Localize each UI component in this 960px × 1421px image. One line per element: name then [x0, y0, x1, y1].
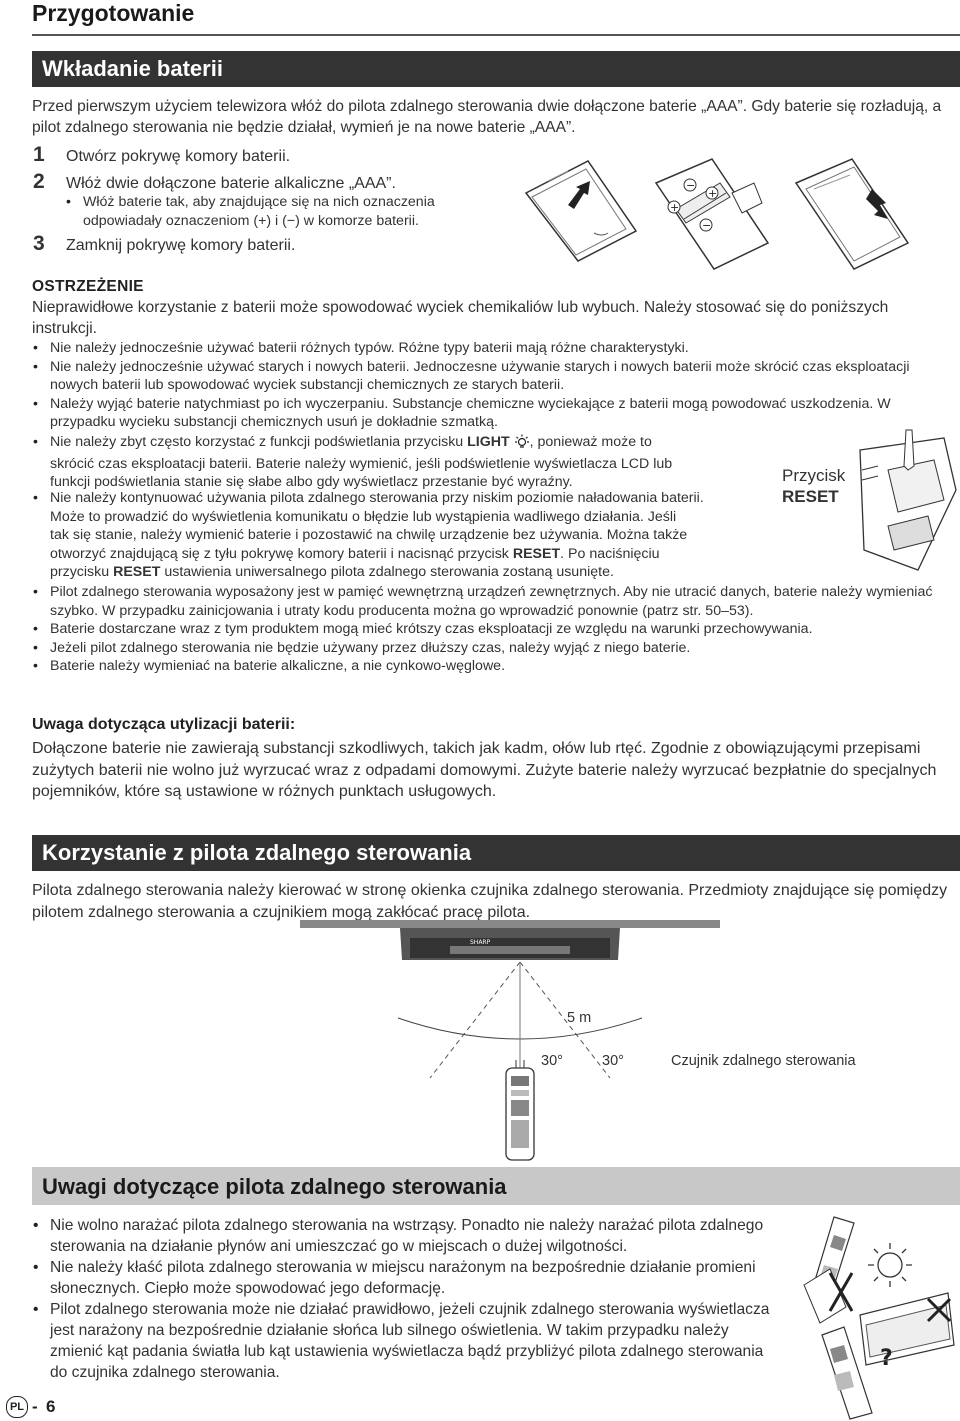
- reset-item-line-1: Nie należy kontynuować używania pilota zdalnego sterowania przy niskim poziomie naładowania baterii.: [50, 490, 704, 506]
- light-item-text-a: Nie należy zbyt często korzystać z funkcji podświetlania przycisku: [50, 434, 468, 450]
- language-badge: PL: [6, 1396, 28, 1418]
- section-title-remote-notes: Uwagi dotyczące pilota zdalnego sterowania: [32, 1167, 960, 1205]
- svg-text:+: +: [708, 187, 718, 200]
- light-item-line-2: skrócić czas eksploatacji baterii. Baterie należy wymienić, jeśli podświetlenie wyświetlacza LCD lub: [50, 455, 673, 472]
- svg-text:?: ?: [880, 1346, 893, 1371]
- warning-item: • Pilot zdalnego sterowania wyposażony jest w pamięć wewnętrzną urządzeń zewnętrznych. Aby nie utracić danych, baterie należy wymieniać szybko. W przypadku zainicjowania i utraty kodu producenta można go wprowadzić ponownie (patrz str. 50–53).: [33, 583, 933, 620]
- reset-button-label-2: RESET: [113, 564, 161, 580]
- section-title-remote-usage: Korzystanie z pilota zdalnego sterowania: [32, 835, 960, 871]
- remote-range-diagram: [300, 920, 720, 1165]
- step-3-number: 3: [33, 232, 45, 255]
- title-rule: [32, 34, 960, 36]
- warning-item: • Należy wyjąć baterie natychmiast po ich wyczerpaniu. Substancje chemiczne wyciekające z baterii mogą powodować uszkodzenia. W przypadku wycieku substancji chemicznych usuń je dokładnie szmatką.: [33, 395, 951, 432]
- reset-item-line-4a: otworzyć znajdującą się z tyłu pokrywę komory baterii i nacisnąć przycisk: [50, 545, 513, 562]
- step-2-note-item: • Włóż baterie tak, aby znajdujące się na nich oznaczenia odpowiadały oznaczeniom (+) i (−) w komorze baterii.: [66, 193, 506, 230]
- sensor-label: Czujnik zdalnego sterowania: [671, 1053, 856, 1069]
- light-icon: [514, 433, 530, 455]
- remote-notes-illustration: [800, 1215, 958, 1420]
- light-item-line-3: funkcji podświetlania stanie się słabe albo gdy wyświetlacz przestanie być wyraźny.: [50, 474, 573, 490]
- step-1-text: Otwórz pokrywę komory baterii.: [66, 148, 291, 165]
- warning-list-1: [33, 339, 951, 432]
- svg-text:−: −: [702, 219, 712, 232]
- warning-item: • Baterie dostarczane wraz z tym produktem mogą mieć krótszy czas eksploatacji ze względu na warunki przechowywania.: [33, 620, 933, 639]
- reset-label-line-2: RESET: [782, 487, 839, 506]
- light-item-text-b: , ponieważ może to: [529, 434, 652, 450]
- disposal-text: Dołączone baterie nie zawierają substancji szkodliwych, takich jak kadm, ołów lub rtęć. Zgodnie z obowiązującymi przepisami zużytych baterii nie wolno już wyrzucać wraz z odpadami domowymi. Zużyte baterie należy wyrzucać bezpłatnie do specjalnych pojemników, które są ustawione w różnych punktach usługowych.: [32, 740, 937, 800]
- light-item: [33, 433, 773, 492]
- remote-notes-list: [33, 1215, 778, 1383]
- remote-note-item: • Nie wolno narażać pilota zdalnego sterowania na wstrząsy. Ponadto nie należy narażać pilota zdalnego sterowania na działanie płynów ani umieszczać go w miejscach o dużej wilgotności.: [33, 1215, 778, 1257]
- reset-item-line-5b: ustawienia uniwersalnego pilota zdalnego sterowania zostaną usunięte.: [160, 564, 614, 580]
- close-cover-illustration: [790, 153, 912, 271]
- reset-label-line-1: Przycisk: [782, 466, 846, 485]
- remote-note-item: • Pilot zdalnego sterowania może nie działać prawidłowo, jeżeli czujnik zdalnego sterowania wyświetlacza jest narażony na bezpośrednie działanie słońca lub silnego oświetlenia. W takim przypadku należy zmienić kąt padania światła lub kąt ustawienia wyświetlacza bądź przybliżyć pilota zdalnego sterowania do czujnika zdalnego sterowania.: [33, 1299, 778, 1383]
- warning-item: • Nie należy jednocześnie używać starych i nowych baterii. Jednoczesne używanie starych i nowych baterii może skrócić czas eksploatacji nowych baterii lub spowodować wyciek substancji chemicznych ze starych baterii.: [33, 358, 951, 395]
- page-title: Przygotowanie: [32, 0, 195, 26]
- step-2-number: 2: [33, 170, 45, 193]
- svg-text:+: +: [670, 201, 680, 214]
- tv-brand-label: SHARP: [470, 939, 491, 946]
- warning-reset-item: [33, 489, 773, 582]
- distance-label: 5 m: [567, 1010, 592, 1026]
- svg-text:−: −: [686, 179, 696, 192]
- reset-item-line-2: Może to prowadzić do wyświetlenia komunikatu o błędzie lub wystąpienia wadliwego działania. Jeśli: [50, 508, 677, 525]
- warning-intro: Nieprawidłowe korzystanie z baterii może spowodować wyciek chemikaliów lub wybuch. Należy stosować się do poniższych instrukcji.: [32, 299, 889, 337]
- reset-item-line-3: tak się stanie, należy wymienić baterie i pozostawić na chwilę urządzenie bez używania. Można także: [50, 527, 688, 543]
- reset-figure-label: [782, 465, 845, 507]
- warning-item: • Baterie należy wymieniać na baterie alkaliczne, a nie cynkowo-węglowe.: [33, 657, 933, 676]
- warning-light-item: [33, 433, 773, 492]
- step-2-text: Włóż dwie dołączone baterie alkaliczne „AAA”.: [66, 175, 396, 192]
- remote-note-item: • Nie należy kłaść pilota zdalnego sterowania w miejscu narażonym na bezpośrednie działanie promieni słonecznych. Ciepło może spowodować jego deformację.: [33, 1257, 778, 1299]
- reset-item: [33, 489, 773, 582]
- step-3-text: Zamknij pokrywę komory baterii.: [66, 237, 296, 254]
- disposal-title: Uwaga dotycząca utylizacji baterii:: [32, 716, 296, 733]
- reset-item-line-4b: . Po naciśnięciu: [560, 545, 660, 562]
- reset-button-label-1: RESET: [512, 545, 561, 562]
- step-1-number: 1: [33, 143, 45, 166]
- section-title-battery: Wkładanie baterii: [32, 51, 960, 87]
- page-number: 6: [46, 1397, 56, 1416]
- battery-intro: Przed pierwszym użyciem telewizora włóż do pilota zdalnego sterowania dwie dołączone baterie „AAA”. Gdy baterie się rozładują, a pilot zdalnego sterowania nie będzie działał, wymień je na nowe baterie „AAA”.: [32, 98, 942, 136]
- angle-left-label: 30°: [541, 1053, 563, 1069]
- warning-list-2: [33, 583, 933, 676]
- angle-right-label: 30°: [602, 1053, 624, 1069]
- step-2-note: [66, 193, 506, 230]
- light-button-label: LIGHT: [467, 434, 510, 450]
- reset-item-line-5a: przycisku: [50, 564, 114, 580]
- insert-batteries-illustration: [650, 153, 772, 271]
- warning-item: • Jeżeli pilot zdalnego sterowania nie będzie używany przez dłuższy czas, należy wyjąć z niego baterie.: [33, 639, 933, 658]
- reset-button-illustration: [848, 430, 958, 580]
- warning-item: • Nie należy jednocześnie używać baterii różnych typów. Różne typy baterii mają różne charakterystyki.: [33, 339, 951, 358]
- warning-title: OSTRZEŻENIE: [32, 278, 144, 295]
- page-number-dash: -: [32, 1397, 38, 1416]
- open-cover-illustration: [518, 153, 640, 265]
- remote-usage-text: Pilota zdalnego sterowania należy kierować w stronę okienka czujnika zdalnego sterowania. Przedmioty znajdujące się pomiędzy pilotem zdalnego sterowania a czujnikiem mogą zakłócać pracę pilota.: [32, 882, 948, 921]
